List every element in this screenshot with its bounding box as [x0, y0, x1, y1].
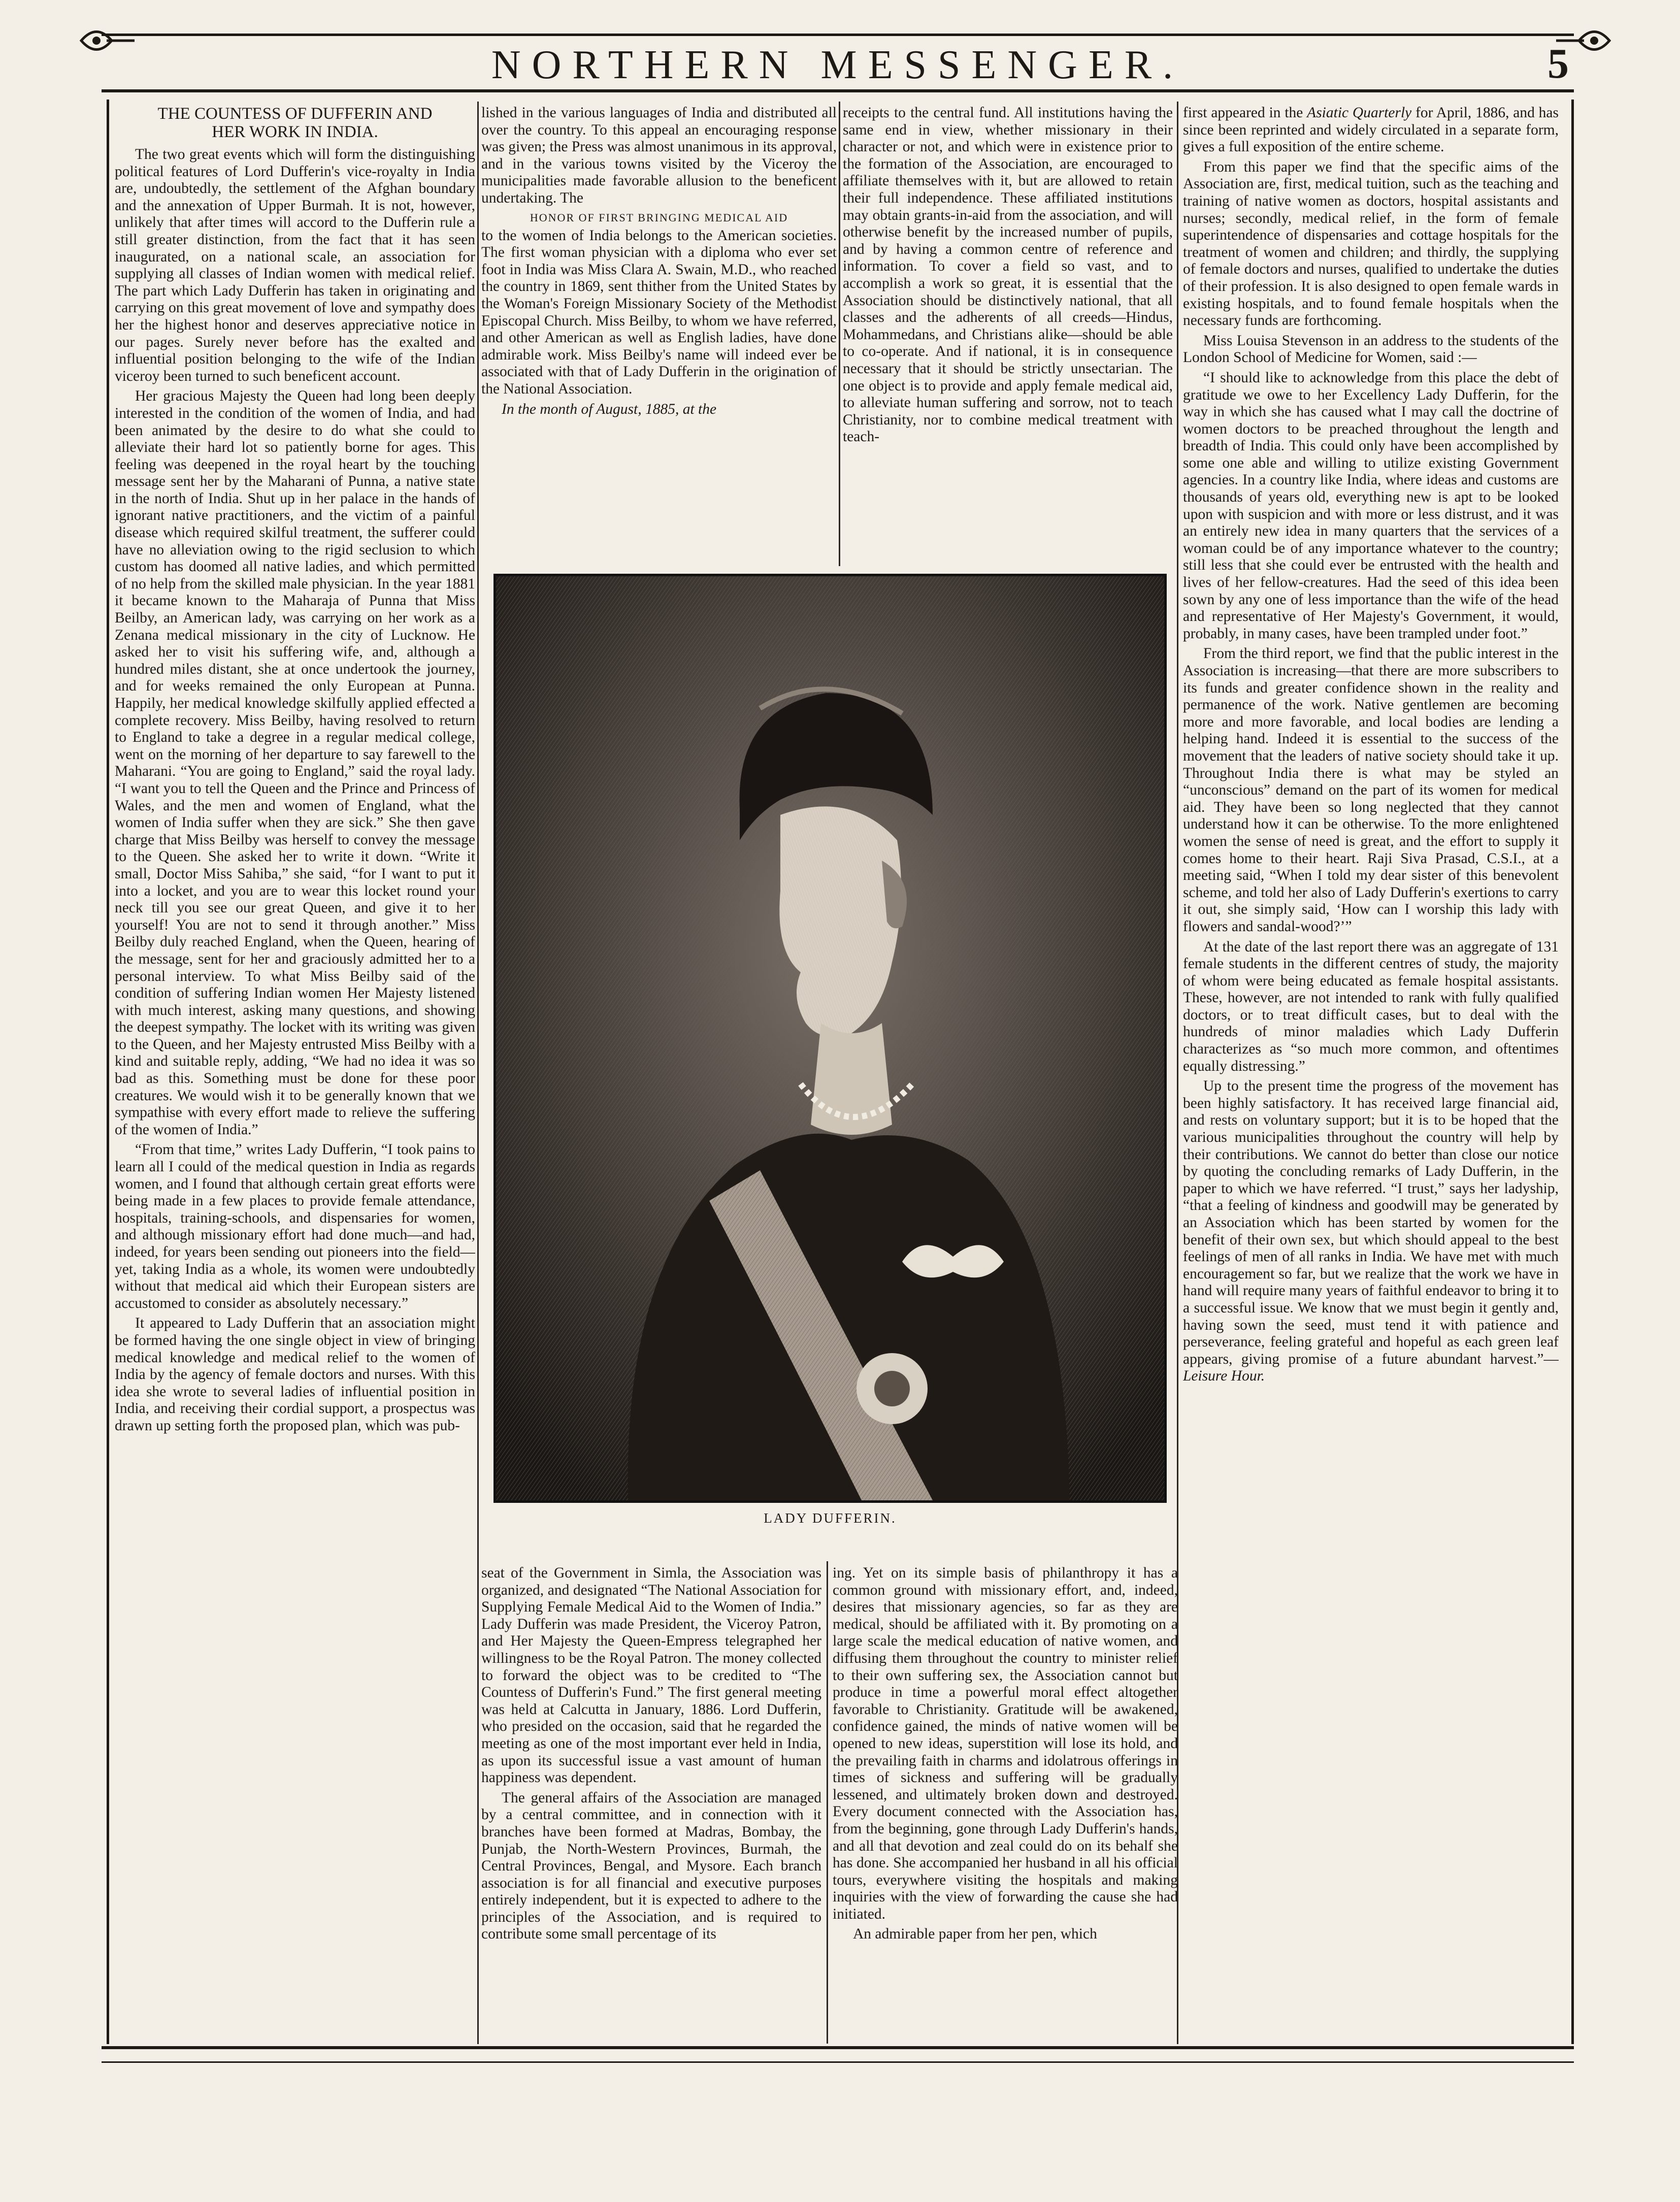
source-credit: Leisure Hour.	[1183, 1368, 1265, 1385]
text-run: first appeared in the	[1183, 105, 1307, 121]
paragraph: At the date of the last report there was an aggregate of 131 female students in the different centres of study, the majority of whom were being educated as female hospital assistants. These, however, are not intended to rank with fully qualified doctors, or to treat difficult cases, but to deal with the hundreds of minor maladies which Lady Dufferin characterizes as “so much more common, and oftentimes equally distressing.”	[1183, 938, 1559, 1074]
corner-ornament-icon	[76, 20, 137, 61]
headline-line: THE COUNTESS OF DUFFERIN AND	[157, 105, 433, 123]
masthead-title: NORTHERN MESSENGER.	[491, 43, 1184, 87]
publication-title: Asiatic Quarterly	[1307, 105, 1412, 121]
paragraph	[481, 401, 837, 418]
paragraph: lished in the various languages of India and distributed all over the country. To this appeal an encouraging response was given; the Press was almost unanimous in its approval, and in the various towns visited by the Viceroy the municipalities made favorable allusion to the beneficent undertaking. The	[481, 105, 837, 206]
paragraph: From this paper we find that the specific aims of the Association are, first, medical tuition, such as the teaching and training of native women as doctors, hospital assistants and nurses; secondly, medical relief, in the form of female superintendence of dispensaries and cottage hospitals for the treatment of women and children; and thirdly, the supplying of female doctors and nurses, qualified to undertake the duties of their profession. It is also designed to open female wards in existing hospitals, and to found female hospitals when the necessary funds are forthcoming.	[1183, 158, 1559, 329]
corner-ornament-icon	[1554, 20, 1615, 61]
headline-line: HER WORK IN INDIA.	[212, 123, 378, 141]
column-rule	[827, 1561, 828, 2044]
subheading: HONOR OF FIRST BRINGING MEDICAL AID	[530, 211, 788, 224]
paragraph: From the third report, we find that the public interest in the Association is increasing—that there are more subscribers to its funds and greater confidence shown in the reality and permanence of the work. Native gentlemen are becoming more and more favorable, and local bodies are lending a helping hand. Indeed it is essential to the success of the movement that the leaders of native society should take it up. Throughout India there is what may be styled an “unconscious” demand on the part of its women for medical aid. They have been so long neglected that they cannot understand how it can be otherwise. To the more enlightened women the sense of need is great, and the effort to supply it comes home to their heart. Raji Siva Prasad, C.S.I., at a meeting said, “When I told my dear sister of this benevolent scheme, and told her also of Lady Dufferin's exertions to carry it out, she simply said, ‘How can I worship this lady with flowers and sandal-wood?’”	[1183, 645, 1559, 935]
page-number: 5	[1547, 40, 1569, 87]
article-column-4	[1183, 105, 1559, 2034]
masthead-bottom-rule	[102, 89, 1574, 92]
article-column-3-bottom	[833, 1565, 1178, 2037]
article-column-2-top	[481, 105, 837, 561]
italic-lead: In the month of August, 1885, at the	[502, 401, 717, 417]
paragraph: Her gracious Majesty the Queen had long been deeply interested in the condition of the women of India, and had been animated by the desire to do what she could to alleviate their hard lot so patiently borne for ages. This feeling was deepened in the royal heart by the touching message sent her by the Maharani of Punna, a native state in the north of India. Shut up in her palace in the hands of ignorant native practitioners, and the victim of a painful disease which required skilful treatment, the sufferer could have no alleviation owing to the rigid seclusion to which custom has doomed all native ladies, and which permitted of no help from the skilled male physician. In the year 1881 it became known to the Maharaja of Punna that Miss Beilby, an American lady, was carrying on her work as a Zenana medical missionary in the city of Lucknow. He asked her to visit his suffering wife, and, although a hundred miles distant, she at once undertook the journey, and for weeks remained the only European at Punna. Happily, her medical knowledge skilfully applied effected a complete recovery. Miss Beilby, having resolved to return to England to take a degree in a regular medical college, went on the morning of her departure to say farewell to the Maharani. “You are going to England,” said the royal lady. “I want you to tell the Queen and the Prince and Princess of Wales, and the men and women of England, what the women of India suffer when they are sick.” She then gave charge that Miss Beilby was herself to convey the message to the Queen. She asked her to write it down. “Write it small, Doctor Miss Sahiba,” she said, “for I want to put it into a locket, and you are to wear this locket round your neck till you see our great Queen, and give it to her yourself! You are not to send it through another.” Miss Beilby duly reached England, when the Queen, hearing of the message, sent for her and graciously admitted her to a personal interview. To what Miss Beilby said of the condition of suffering Indian women Her Majesty listened with much interest, asking many questions, and showing the deepest sympathy. The locket with its writing was given to the Queen, and her Majesty entrusted Miss Beilby with a kind and suitable reply, adding, “We had no idea it was so bad as this. Something must be done for these poor creatures. We would wish it to be generally known that we sympathise with every effort made to relieve the suffering of the women of India.”	[115, 388, 475, 1138]
paragraph: receipts to the central fund. All institutions having the same end in view, whether missionary in their character or not, and which were in existence prior to the formation of the Association, are encouraged to affiliate themselves with it, but are allowed to retain their full independence. These affiliated institutions may obtain grants-in-aid from the association, and will otherwise benefit by the increased number of pupils, and by having a common centre of reference and information. To cover a field so vast, and to accomplish a work so great, it is essential that the Association should be distinctively national, that all classes and the adherents of all creeds—Hindus, Mohammedans, and Christians alike—should be able to co-operate. And if national, it is in consequence necessary that it should be strictly unsectarian. The one object is to provide and apply female medical aid, to alleviate human suffering and sorrow, not to teach Christianity, nor to combine medical treatment with teach-	[843, 105, 1173, 445]
paragraph: seat of the Government in Simla, the Association was organized, and designated “The National Association for Supplying Female Medical Aid to the Women of India.” Lady Dufferin was made President, the Viceroy Patron, and Her Majesty the Queen-Empress telegraphed her willingness to be the Royal Patron. The money collected to forward the object was to be credited to “The Countess of Dufferin's Fund.” The first general meeting was held at Calcutta in January, 1886. Lord Dufferin, who presided on the occasion, said that he regarded the meeting as one of the most important ever held in India, as upon its successful issue a vast amount of human happiness was dependent.	[481, 1565, 821, 1786]
footer-rule	[102, 2046, 1574, 2049]
text-run: Up to the present time the progress of the movement has been highly satisfactory. It has received large financial aid, and rests on voluntary support; but it is to be hoped that the various municipalities throughout the country will help by their contributions. We cannot do better than close our notice by quoting the concluding remarks of Lady Dufferin, in the paper to which we have referred. “I trust,” says her ladyship, “that a feeling of kindness and goodwill may be generated by an Association which has been started by women for the benefit of their own sex, but which should appeal to the best feelings of men of all ranks in India. We have met with much encouragement so far, but we realize that the work we have in hand will require many years of faithful endeavor to bring it to a successful issue. We know that we must begin it gently and, having sown the seed, must tend it with patience and perseverance, feeling grateful and hopeful as each green leaf appears, giving promise of a future abundant harvest.”—	[1183, 1078, 1559, 1367]
article-headline	[115, 105, 475, 141]
paragraph	[1183, 1078, 1559, 1385]
paragraph: An admirable paper from her pen, which	[853, 1926, 1097, 1943]
paragraph: The two great events which will form the distinguishing political features of Lord Dufferin's vice-royalty in India are, undoubtedly, the settlement of the Afghan boundary and the annexation of Upper Burmah. It is not, however, unlikely that after times will accord to the Dufferin rule a still greater distinction, from the fact that it has seen inaugurated, on a national scale, an association for supplying all classes of Indian women with medical relief. The part which Lady Dufferin has taken in originating and carrying on this great movement of love and sympathy does her the highest honor and deserves appreciative notice in our pages. Surely never before has the exalted and influential position belonging to the wife of the Indian viceroy been turned to such beneficent account.	[115, 146, 475, 384]
article-column-1	[115, 105, 475, 2034]
masthead	[102, 18, 1574, 94]
paragraph: to the women of India belongs to the American societies. The first woman physician with a diploma who ever set foot in India was Miss Clara A. Swain, M.D., who reached the country in 1869, sent thither from the United States by the Woman's Foreign Missionary Society of the Methodist Episcopal Church. Miss Beilby, to whom we have referred, and other American as well as English ladies, have done admirable work. Miss Beilby's name will indeed ever be associated with that of Lady Dufferin in the origination of the National Association.	[481, 227, 837, 397]
footer-rule	[102, 2061, 1574, 2063]
article-column-2-bottom	[481, 1565, 821, 2037]
illustration-caption: LADY DUFFERIN.	[764, 1510, 897, 1526]
paragraph	[1183, 105, 1559, 156]
engraved-portrait-icon	[496, 576, 1164, 1500]
column-rule	[477, 102, 479, 2044]
text-run: for April, 1886, and has since been reprinted and widely circulated in a separate form, gives a full exposition of the entire scheme.	[1183, 105, 1559, 155]
portrait-illustration	[493, 574, 1167, 1503]
article-column-3-top	[843, 105, 1173, 561]
masthead-top-rule	[102, 34, 1574, 36]
paragraph: ing. Yet on its simple basis of philanthropy it has a common ground with missionary effort, and, indeed, desires that missionary agencies, so far as they are medical, should be affiliated with it. By promoting on a large scale the medical education of native women, and diffusing them throughout the country to minister relief to their own suffering sex, the Association cannot but produce in time a powerful moral effect altogether favorable to Christianity. Gratitude will be awakened, confidence gained, the minds of native women will be opened to new ideas, superstition will lose its hold, and the prevailing faith in charms and idolatrous offerings in times of sickness and suffering will be gradually lessened, and ultimately broken down and destroyed. Every document connected with the Association has, from the beginning, gone through Lady Dufferin's hands, and all that devotion and zeal could do on its behalf she has done. She accompanied her husband in all his official tours, everywhere visiting the hospitals and making inquiries with the view of forwarding the cause she had initiated.	[833, 1565, 1178, 1922]
paragraph: “From that time,” writes Lady Dufferin, “I took pains to learn all I could of the medical question in India as regards women, and I found that although certain great efforts were being made in a few places to provide female attendance, hospitals, training-schools, and dispensaries for women, and although missionary effort had done much—and had, indeed, for years been sending out pioneers into the field—yet, taking India as a whole, its women were undoubtedly without that medical aid which their European sisters are accustomed to consider as absolutely necessary.”	[115, 1141, 475, 1311]
column-rule	[839, 102, 840, 566]
paragraph: “I should like to acknowledge from this place the debt of gratitude we owe to her Excellency Lady Dufferin, for the way in which she has caused what I may call the doctrine of women doctors to be preached throughout the length and breadth of India. This could only have been accomplished by some one able and willing to utilize existing Government agencies. In a country like India, where ideas and customs are thousands of years old, everything new is apt to be looked upon with suspicion and with more or less distrust, and it was an entirely new idea in many quarters that the services of a woman could be of any importance whatever to the country; still less that she could ever be entrusted with the health and lives of her fellow-creatures. Had the seed of this idea been sown by any one of less importance than the wife of the head and representative of Her Majesty's Government, it would, probably, in many cases, have been trampled under foot.”	[1183, 369, 1559, 642]
paragraph: The general affairs of the Association are managed by a central committee, and in connection with it branches have been formed at Madras, Bombay, the Punjab, the North-Western Provinces, Burmah, the Central Provinces, Bengal, and Mysore. Each branch association is for all financial and executive purposes entirely independent, but it is expected to adhere to the principles of the Association, and is required to contribute some small percentage of its	[481, 1789, 821, 1943]
paragraph: It appeared to Lady Dufferin that an association might be formed having the one single object in view of bringing medical knowledge and medical relief to the women of India by the agency of female doctors and nurses. With this idea she wrote to several ladies of influential position in India, and receiving their cordial support, a prospectus was drawn up setting forth the proposed plan, which was pub-	[115, 1315, 475, 1434]
paragraph: Miss Louisa Stevenson in an address to the students of the London School of Medicine for Women, said :—	[1183, 332, 1559, 366]
